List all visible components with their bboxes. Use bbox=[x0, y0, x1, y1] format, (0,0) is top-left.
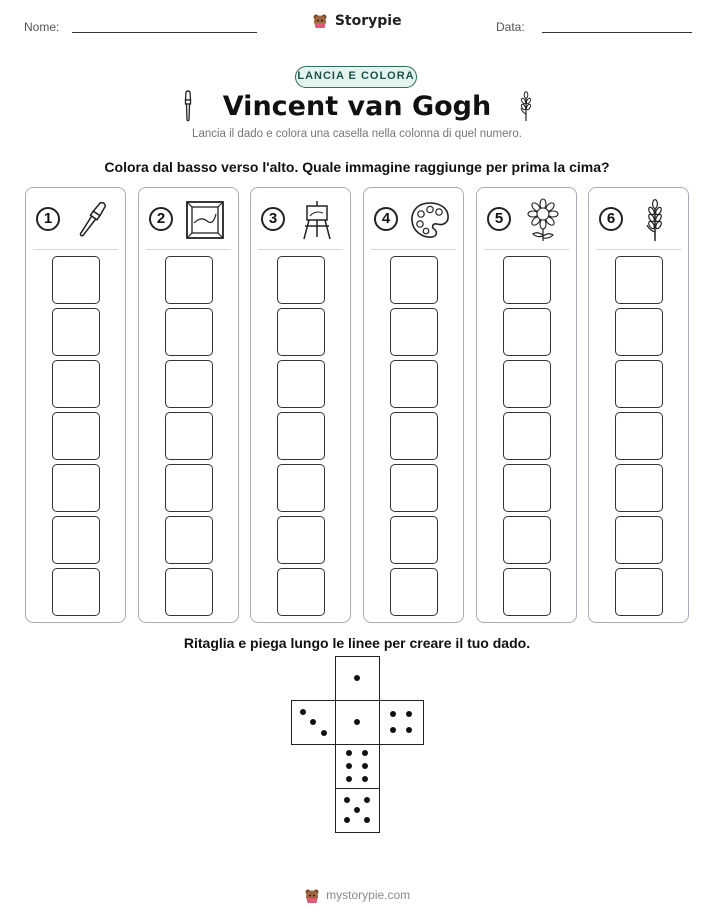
color-cell[interactable] bbox=[390, 464, 438, 512]
column-divider bbox=[371, 249, 456, 250]
column-number: 3 bbox=[261, 207, 285, 231]
dice-instruction: Ritaglia e piega lungo le linee per creare il tuo dado. bbox=[183, 635, 531, 651]
color-cell[interactable] bbox=[52, 256, 100, 304]
color-cell[interactable] bbox=[503, 516, 551, 564]
name-line bbox=[72, 32, 257, 33]
wheat-icon bbox=[633, 198, 677, 242]
dice-pip bbox=[354, 807, 360, 813]
column-4 bbox=[363, 187, 464, 623]
column-divider bbox=[596, 249, 681, 250]
color-cell[interactable] bbox=[503, 568, 551, 616]
color-cell[interactable] bbox=[615, 256, 663, 304]
date-line bbox=[542, 32, 692, 33]
easel-icon bbox=[295, 198, 339, 242]
dice-pip bbox=[346, 750, 352, 756]
dice-pip bbox=[362, 750, 368, 756]
column-divider bbox=[33, 249, 118, 250]
column-number: 2 bbox=[149, 207, 173, 231]
palette-icon bbox=[408, 198, 452, 242]
color-cell[interactable] bbox=[503, 412, 551, 460]
column-number: 5 bbox=[487, 207, 511, 231]
dice-pip bbox=[362, 776, 368, 782]
color-cell[interactable] bbox=[615, 308, 663, 356]
color-cell[interactable] bbox=[615, 464, 663, 512]
dice-pip bbox=[364, 797, 370, 803]
bear-icon bbox=[304, 888, 320, 904]
dice-pip bbox=[310, 719, 316, 725]
subtitle: Lancia il dado e colora una casella nella colonna di quel numero. bbox=[192, 128, 522, 140]
paintbrush-icon bbox=[180, 90, 196, 122]
color-cell[interactable] bbox=[165, 464, 213, 512]
name-label: Nome: bbox=[24, 20, 60, 34]
color-cell[interactable] bbox=[390, 412, 438, 460]
dice-pip bbox=[354, 719, 360, 725]
color-cell[interactable] bbox=[165, 308, 213, 356]
dice-pip bbox=[406, 711, 412, 717]
dice-face-bottom[interactable] bbox=[335, 788, 380, 833]
column-1 bbox=[25, 187, 126, 623]
color-cell[interactable] bbox=[52, 464, 100, 512]
column-divider bbox=[146, 249, 231, 250]
color-cell[interactable] bbox=[277, 412, 325, 460]
color-cell[interactable] bbox=[390, 308, 438, 356]
color-cell[interactable] bbox=[615, 516, 663, 564]
color-cell[interactable] bbox=[52, 516, 100, 564]
dice-pip bbox=[321, 730, 327, 736]
color-cell[interactable] bbox=[615, 568, 663, 616]
color-cell[interactable] bbox=[390, 360, 438, 408]
date-label: Data: bbox=[496, 20, 525, 34]
color-cell[interactable] bbox=[277, 568, 325, 616]
column-5 bbox=[476, 187, 577, 623]
wheat-icon bbox=[518, 90, 534, 122]
dice-pip bbox=[344, 797, 350, 803]
column-number: 6 bbox=[599, 207, 623, 231]
color-cell[interactable] bbox=[52, 360, 100, 408]
color-cell[interactable] bbox=[503, 256, 551, 304]
column-number: 1 bbox=[36, 207, 60, 231]
color-cell[interactable] bbox=[615, 360, 663, 408]
column-6 bbox=[588, 187, 689, 623]
column-3 bbox=[250, 187, 351, 623]
bear-icon bbox=[312, 13, 328, 29]
title-row bbox=[0, 90, 714, 122]
column-2 bbox=[138, 187, 239, 623]
dice-pip bbox=[406, 727, 412, 733]
brand-name: Storypie bbox=[334, 12, 402, 29]
dice-face-right[interactable] bbox=[379, 700, 424, 745]
color-cell[interactable] bbox=[165, 360, 213, 408]
color-cell[interactable] bbox=[277, 256, 325, 304]
color-cell[interactable] bbox=[390, 568, 438, 616]
footer-url: mystorypie.com bbox=[326, 888, 411, 903]
color-cell[interactable] bbox=[390, 256, 438, 304]
dice-pip bbox=[364, 817, 370, 823]
sunflower-icon bbox=[521, 198, 565, 242]
dice-pip bbox=[390, 711, 396, 717]
color-cell[interactable] bbox=[615, 412, 663, 460]
column-divider bbox=[258, 249, 343, 250]
dice-face-left[interactable] bbox=[291, 700, 336, 745]
color-cell[interactable] bbox=[165, 256, 213, 304]
color-cell[interactable] bbox=[165, 516, 213, 564]
dice-face-lower[interactable] bbox=[335, 744, 380, 789]
color-cell[interactable] bbox=[503, 308, 551, 356]
color-cell[interactable] bbox=[277, 516, 325, 564]
color-cell[interactable] bbox=[52, 412, 100, 460]
column-number: 4 bbox=[374, 207, 398, 231]
activity-badge: LANCIA E COLORA bbox=[295, 66, 417, 88]
dice-pip bbox=[344, 817, 350, 823]
color-instruction: Colora dal basso verso l'alto. Quale immagine raggiunge per prima la cima? bbox=[104, 159, 610, 175]
color-cell[interactable] bbox=[277, 360, 325, 408]
dice-face-center[interactable] bbox=[335, 700, 380, 745]
page-title: Vincent van Gogh bbox=[222, 90, 492, 122]
color-cell[interactable] bbox=[390, 516, 438, 564]
color-cell[interactable] bbox=[165, 568, 213, 616]
color-cell[interactable] bbox=[52, 308, 100, 356]
color-cell[interactable] bbox=[277, 464, 325, 512]
footer bbox=[0, 888, 714, 904]
paintbrush-icon bbox=[70, 198, 114, 242]
dice-pip bbox=[390, 727, 396, 733]
column-divider bbox=[484, 249, 569, 250]
brand-logo bbox=[0, 12, 714, 30]
dice-pip bbox=[300, 709, 306, 715]
color-cell[interactable] bbox=[277, 308, 325, 356]
dice-face-top[interactable] bbox=[335, 656, 380, 701]
color-cell[interactable] bbox=[165, 412, 213, 460]
dice-pip bbox=[354, 675, 360, 681]
canvas-icon bbox=[183, 198, 227, 242]
dice-pip bbox=[346, 763, 352, 769]
dice-pip bbox=[346, 776, 352, 782]
color-cell[interactable] bbox=[503, 360, 551, 408]
color-cell[interactable] bbox=[52, 568, 100, 616]
dice-pip bbox=[362, 763, 368, 769]
color-cell[interactable] bbox=[503, 464, 551, 512]
